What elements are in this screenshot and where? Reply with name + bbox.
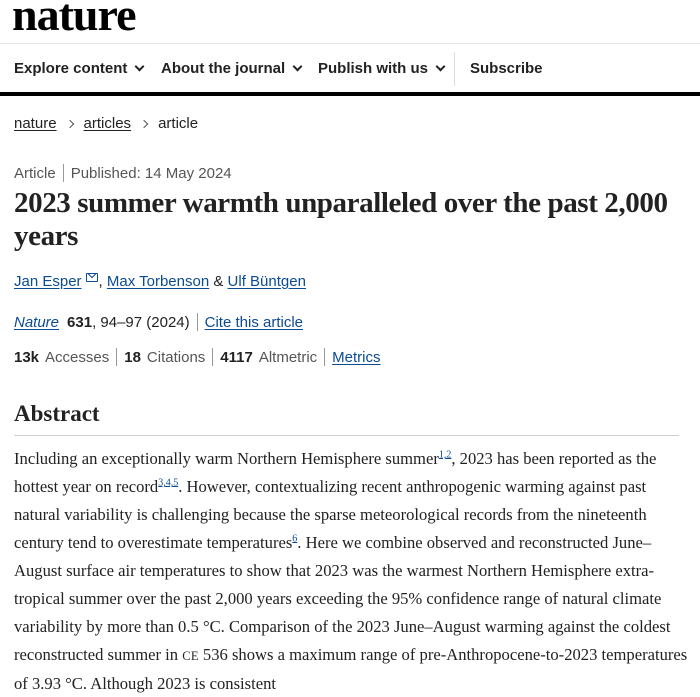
metrics-divider (116, 348, 117, 366)
abstract-part-5: 536 shows a maximum range of pre-Anthropocene-to-2023 temperatures of 3.93 °C. Although 2023 is consistent (14, 645, 688, 693)
article-metrics (14, 348, 381, 366)
author-jan-esper[interactable]: Jan Esper (14, 273, 82, 290)
chevron-down-icon (436, 62, 446, 72)
abstract-part-3: . However, contextualizing recent anthropogenic warming against past natural variability is challenging because the sparse meteorological records from the nineteenth century tend to overestimate temperatures (14, 477, 647, 552)
citations-label: Citations (146, 348, 206, 366)
breadcrumb-nature[interactable]: nature (14, 115, 57, 132)
altmetric-count: 4117 (220, 348, 253, 366)
nav-explore-label: Explore content (14, 60, 128, 77)
abstract-heading: Abstract (14, 401, 100, 426)
citations-count: 18 (124, 348, 141, 366)
article-type: Article (14, 164, 56, 182)
accesses-count: 13k (14, 348, 40, 366)
nav-publish-with-us[interactable] (318, 60, 444, 77)
nav-explore-content[interactable] (14, 60, 143, 77)
citation-divider (197, 313, 198, 331)
chevron-down-icon (293, 62, 303, 72)
abstract-part-2: , 2023 has been reported as the hottest year on record (14, 449, 657, 496)
published-date: Published: 14 May 2024 (70, 164, 232, 182)
breadcrumb-articles[interactable]: articles (83, 115, 132, 132)
breadcrumb (14, 115, 198, 132)
chevron-down-icon (135, 62, 145, 72)
nature-logo[interactable]: nature (12, 0, 136, 40)
nav-divider (454, 52, 455, 86)
era-abbreviation: CE (182, 649, 199, 663)
abstract-part-4: . Here we combine observed and reconstructed June–August surface air temperatures to show that 2023 was the warmest Northern Hemisphere extra-tropical summer over the past 2,000 years exceeding the 95% confidence range of natural climate variability by more than 0.5 °C. Comparison of the 2023 June–August warming against the coldest reconstructed summer in (14, 533, 671, 664)
reference-link[interactable]: 3,4,5 (158, 477, 179, 489)
reference-link[interactable]: 1,2 (438, 449, 452, 461)
metrics-divider (324, 348, 325, 366)
nav-underline-bar (0, 92, 700, 96)
cite-this-article-link[interactable]: Cite this article (204, 313, 304, 331)
author-max-torbenson[interactable]: Max Torbenson (106, 273, 210, 290)
reference-link[interactable]: 6 (292, 533, 298, 545)
volume-number: 631 (67, 313, 93, 331)
meta-divider (63, 164, 64, 182)
author-list: Jan Esper , Max Torbenson & Ulf Büntgen (14, 273, 306, 290)
abstract-text (14, 445, 694, 697)
metrics-link[interactable]: Metrics (332, 348, 381, 366)
nav-about-journal[interactable] (161, 60, 301, 77)
breadcrumb-current: article (158, 115, 199, 132)
author-ampersand: & (213, 273, 224, 290)
accesses-label: Accesses (45, 348, 110, 366)
journal-link[interactable]: Nature (14, 313, 60, 331)
article-title: 2023 summer warmth unparalleled over the past 2,000 years (14, 187, 668, 252)
metrics-divider (212, 348, 213, 366)
article-meta (14, 164, 232, 182)
citation-pages: , 94–97 (2024) (92, 313, 190, 331)
citation-line (14, 313, 303, 331)
subscribe-link[interactable]: Subscribe (470, 60, 543, 77)
altmetric-label: Altmetric (258, 348, 318, 366)
nav-publish-label: Publish with us (318, 60, 429, 77)
abstract-part-1: Including an exceptionally warm Northern Hemisphere summer (14, 449, 439, 468)
author-ulf-buntgen[interactable]: Ulf Büntgen (227, 273, 306, 290)
chevron-right-icon (65, 119, 73, 127)
chevron-right-icon (140, 119, 148, 127)
mail-icon[interactable] (86, 273, 98, 282)
abstract-divider (14, 435, 679, 436)
main-nav (0, 43, 700, 92)
nav-about-label: About the journal (161, 60, 286, 77)
